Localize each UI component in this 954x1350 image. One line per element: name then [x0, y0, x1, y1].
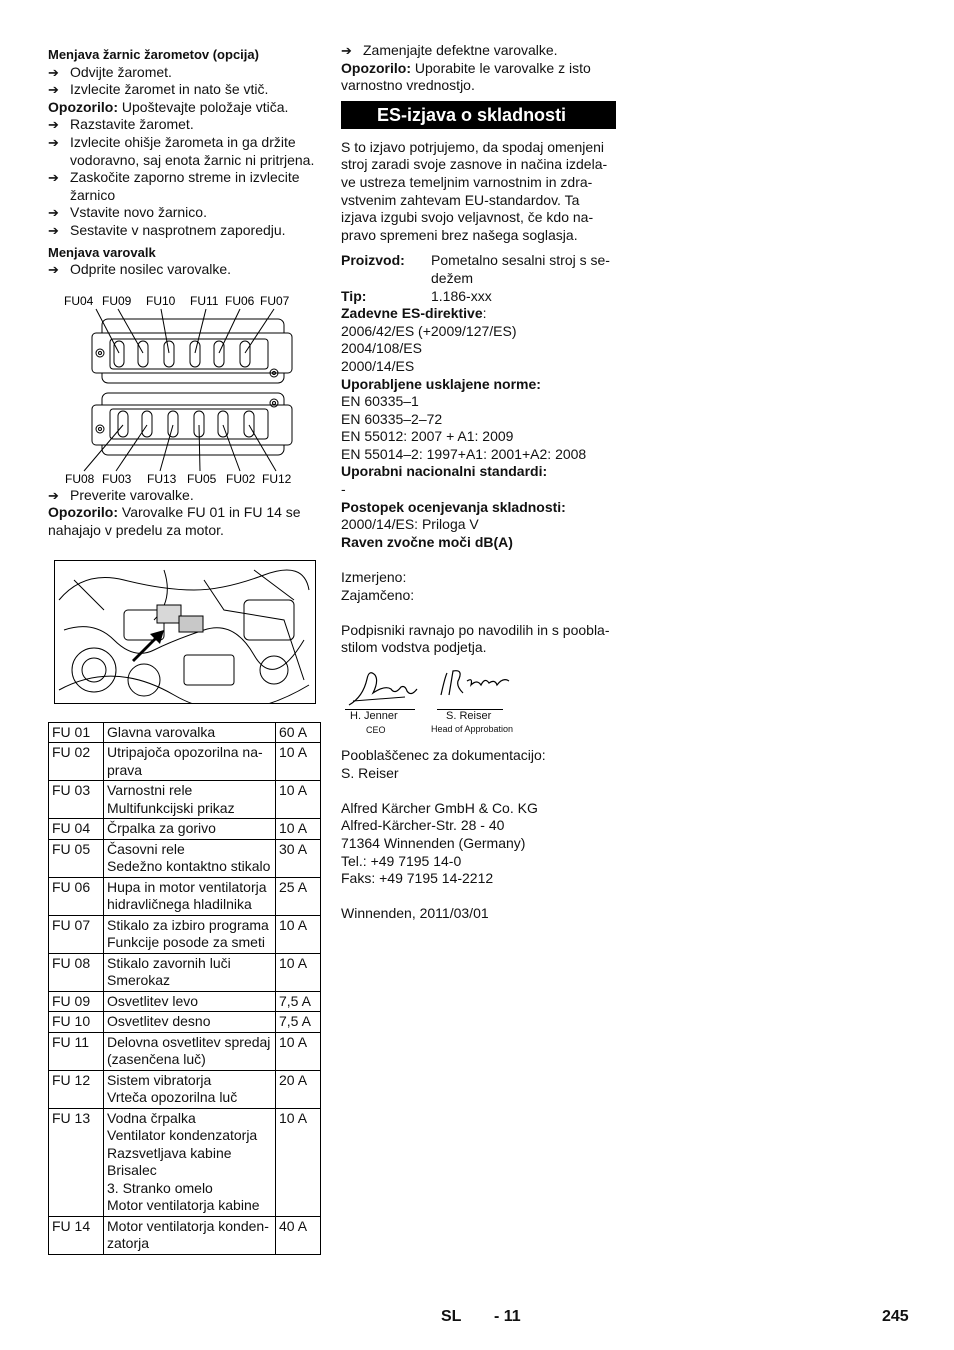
fuse-amperage: 10 A	[276, 953, 321, 991]
norms-heading: Uporabljene usklajene norme:	[341, 375, 541, 392]
fuse-id: FU 08	[49, 953, 104, 991]
table-row	[49, 915, 321, 953]
arrow-icon: ➔	[48, 170, 59, 186]
signer-2-role: Head of Approbation	[431, 724, 514, 734]
fuse-amperage: 10 A	[276, 1032, 321, 1070]
fuse-id: FU 09	[49, 991, 104, 1012]
table-row	[49, 722, 321, 743]
company-address	[341, 800, 616, 888]
fuse-amperage: 7,5 A	[276, 1012, 321, 1033]
fuse-id: FU 04	[49, 819, 104, 840]
fuse-description: Delovna osvetlitev spredaj (zasenčena luč)	[104, 1032, 276, 1070]
fuse-table	[48, 722, 321, 1255]
fuse-amperage: 30 A	[276, 839, 321, 877]
fuse-description: Glavna varovalka	[104, 722, 276, 743]
page-footer	[0, 1308, 954, 1332]
address-line: 71364 Winnenden (Germany)	[341, 834, 526, 851]
directive-item: 2004/108/ES	[341, 340, 422, 357]
signer-1-role: CEO	[366, 725, 386, 735]
procedure-value: 2000/14/ES: Priloga V	[341, 516, 479, 533]
table-row	[49, 877, 321, 915]
fuse-holder-diagram	[48, 289, 322, 487]
arrow-icon: ➔	[48, 205, 59, 221]
guaranteed-label: Zajamčeno:	[341, 586, 415, 603]
fuse-label-top: FU04	[64, 293, 94, 308]
fuse-description: Črpalka za gorivo	[104, 819, 276, 840]
fuse-id: FU 14	[49, 1216, 104, 1254]
heading-fuses: Menjava varovalk	[48, 244, 156, 260]
signature-jenner	[345, 667, 425, 709]
fuse-label-bottom: FU13	[147, 471, 177, 486]
table-row	[49, 1216, 321, 1254]
step-item: ➔ Zaskočite zaporno streme in izvlecite žarnico	[48, 169, 300, 203]
fuse-amperage: 10 A	[276, 743, 321, 781]
fuse-description: Časovni rele Sedežno kontaktno stikalo	[104, 839, 276, 877]
step-item: ➔ Izvlecite ohišje žarometa in ga držite vodoravno, saj enota žarnic ni pritrjena.	[48, 133, 315, 168]
signer-1-name: H. Jenner	[350, 710, 398, 722]
signatures	[341, 663, 616, 743]
table-row	[49, 991, 321, 1012]
table-row	[49, 781, 321, 819]
arrow-icon: ➔	[48, 82, 59, 98]
norm-item: EN 55014–2: 1997+A1: 2001+A2: 2008	[341, 445, 587, 462]
signature-reiser	[437, 667, 517, 701]
signer-2-name: S. Reiser	[446, 710, 492, 722]
step-item: ➔ Sestavite v nasprotnem zaporedju.	[48, 221, 286, 238]
fuse-id: FU 07	[49, 915, 104, 953]
national-heading: Uporabni nacionalni standardi:	[341, 463, 548, 480]
fuse-label-bottom: FU08	[65, 471, 95, 486]
fuse-label-top: FU07	[260, 293, 290, 308]
engine-compartment-drawing	[54, 560, 316, 704]
arrow-icon: ➔	[48, 117, 59, 133]
national-value: -	[341, 481, 346, 498]
fuse-description: Motor ventilatorja konden- zatorja	[104, 1216, 276, 1254]
fuse-description: Hupa in motor ventilatorja hidravličnega hladilnika	[104, 877, 276, 915]
arrow-icon: ➔	[48, 487, 59, 503]
fuse-amperage: 10 A	[276, 781, 321, 819]
step-item: ➔ Vstavite novo žarnico.	[48, 204, 207, 221]
fuse-id: FU 01	[49, 722, 104, 743]
address-line: Faks: +49 7195 14-2212	[341, 870, 494, 887]
table-row	[49, 819, 321, 840]
note-plug-position: Opozorilo: Upoštevajte položaje vtiča.	[48, 98, 289, 115]
fuse-id: FU 03	[49, 781, 104, 819]
fuse-amperage: 60 A	[276, 722, 321, 743]
norm-item: EN 55012: 2007 + A1: 2009	[341, 428, 514, 445]
fuse-amperage: 10 A	[276, 1108, 321, 1216]
fuse-label-bottom: FU05	[187, 471, 217, 486]
fuse-amperage: 20 A	[276, 1070, 321, 1108]
fuse-label-top: FU11	[190, 293, 219, 308]
table-row	[49, 1070, 321, 1108]
address-line: Alfred-Kärcher-Str. 28 - 40	[341, 817, 505, 834]
norms-list	[341, 393, 616, 463]
product-row: Proizvod: Pometalno sesalni stroj s se- dežem	[341, 252, 610, 286]
norm-item: EN 60335–1	[341, 393, 419, 410]
fuse-description: Osvetlitev levo	[104, 991, 276, 1012]
fuse-description: Stikalo za izbiro programa Funkcije posode za smeti	[104, 915, 276, 953]
fuse-label-bottom: FU03	[102, 471, 132, 486]
place-date: Winnenden, 2011/03/01	[341, 905, 489, 922]
table-row	[49, 743, 321, 781]
table-row	[49, 839, 321, 877]
fuse-label-bottom: FU02	[226, 471, 256, 486]
measured-label: Izmerjeno:	[341, 569, 407, 586]
step-item: ➔ Zamenjajte defektne varovalke.	[341, 42, 558, 58]
arrow-icon: ➔	[48, 262, 59, 278]
directive-item: 2006/42/ES (+2009/127/ES)	[341, 322, 517, 339]
procedure-heading: Postopek ocenjevanja skladnosti:	[341, 498, 566, 515]
local-page-number: - 11	[494, 1308, 521, 1325]
fuse-amperage: 10 A	[276, 915, 321, 953]
fuse-amperage: 25 A	[276, 877, 321, 915]
heading-headlight-bulbs: Menjava žarnic žarometov (opcija)	[48, 47, 259, 62]
fuse-amperage: 7,5 A	[276, 991, 321, 1012]
table-row	[49, 1012, 321, 1033]
fuse-description: Sistem vibratorja Vrteča opozorilna luč	[104, 1070, 276, 1108]
fuse-id: FU 11	[49, 1032, 104, 1070]
left-column	[48, 42, 322, 1255]
fuse-description: Varnostni rele Multifunkcijski prikaz	[104, 781, 276, 819]
fuse-description: Vodna črpalka Ventilator kondenzatorja Razsvetljava kabine Brisalec 3. Stranko omelo Motor ventilatorja kabine	[104, 1108, 276, 1216]
step-item: ➔ Izvlecite žaromet in nato še vtič.	[48, 81, 269, 98]
fuse-id: FU 12	[49, 1070, 104, 1108]
fuse-description: Stikalo zavornih luči Smerokaz	[104, 953, 276, 991]
norm-item: EN 60335–2–72	[341, 410, 443, 427]
intro-text: S to izjavo potrjujemo, da spodaj omenjeni stroj zaradi svoje zasnove in načina izdela- ve ustreza temeljnim varnostnim in zdra- vstvenim zahtevam EU-standardov. Ta izjava izgubi svojo veljavnost, če kdo na- pravo spremeni brez našega soglasja.	[341, 138, 608, 243]
signers-text: Podpisniki ravnajo po navodilih in s poobla- stilom vodstva podjetja.	[341, 621, 610, 656]
page-number: 245	[882, 1308, 909, 1325]
type-row: Tip: 1.186-xxx	[341, 287, 492, 304]
address-line: Alfred Kärcher GmbH & Co. KG	[341, 799, 538, 816]
fuse-label-bottom: FU12	[262, 471, 292, 486]
fuse-amperage: 10 A	[276, 819, 321, 840]
fuse-id: FU 13	[49, 1108, 104, 1216]
directive-item: 2000/14/ES	[341, 357, 415, 374]
step-item: ➔ Odvijte žaromet.	[48, 63, 172, 80]
arrow-icon: ➔	[48, 134, 59, 150]
doc-rep-name: S. Reiser	[341, 764, 399, 781]
note-fuse-location: Opozorilo: Varovalke FU 01 in FU 14 se nahajajo v predelu za motor.	[48, 504, 301, 538]
doc-rep-label: Pooblaščenec za dokumentacijo:	[341, 747, 546, 763]
arrow-icon: ➔	[48, 64, 59, 80]
address-line: Tel.: +49 7195 14-0	[341, 852, 462, 869]
arrow-icon: ➔	[341, 43, 352, 58]
table-row	[49, 953, 321, 991]
fuse-id: FU 10	[49, 1012, 104, 1033]
fuse-description: Osvetlitev desno	[104, 1012, 276, 1033]
fuse-label-top: FU09	[102, 293, 132, 308]
note-same-value: Opozorilo: Uporabite le varovalke z isto varnostno vrednostjo.	[341, 59, 591, 94]
sound-heading: Raven zvočne moči dB(A)	[341, 533, 513, 550]
fuse-id: FU 05	[49, 839, 104, 877]
directives-list	[341, 323, 616, 376]
directives-heading: Zadevne ES-direktive:	[341, 305, 487, 322]
arrow-icon: ➔	[48, 222, 59, 238]
fuse-description: Utripajoča opozorilna na- prava	[104, 743, 276, 781]
fuse-label-top: FU10	[146, 293, 176, 308]
table-row	[49, 1108, 321, 1216]
language-code: SL	[441, 1308, 462, 1325]
step-item: ➔ Razstavite žaromet.	[48, 116, 194, 133]
section-title: ES-izjava o skladnosti	[341, 101, 616, 129]
step-item: ➔ Preverite varovalke.	[48, 486, 194, 503]
right-column	[341, 42, 616, 923]
fuse-amperage: 40 A	[276, 1216, 321, 1254]
fuse-id: FU 06	[49, 877, 104, 915]
fuse-label-top: FU06	[225, 293, 255, 308]
table-row	[49, 1032, 321, 1070]
step-item: ➔ Odprite nosilec varovalke.	[48, 261, 232, 278]
fuse-id: FU 02	[49, 743, 104, 781]
